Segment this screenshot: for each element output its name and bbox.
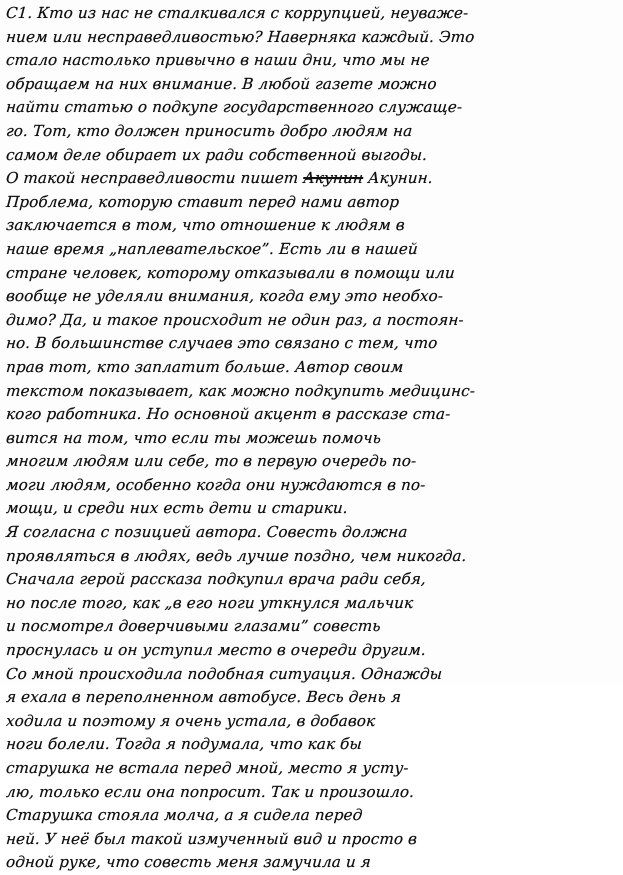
essay-line: моги людям, особенно когда они нуждаются в по- <box>5 475 427 494</box>
essay-line: нием или несправедливостью? Наверняка каждый. Это <box>5 27 476 46</box>
essay-line: Проблема, которую ставит перед нами автор <box>5 192 400 211</box>
essay-line: стало настолько привычно в наши дни, что мы не <box>5 51 431 70</box>
essay-line: го. Тот, кто должен приносить добро людям на <box>5 121 414 140</box>
essay-line: обращаем на них внимание. В любой газете можно <box>5 74 438 93</box>
essay-line: самом деле обирает их ради собственной выгоды. <box>5 145 428 164</box>
essay-line: Сначала герой рассказа подкупил врача ради себя, <box>5 570 427 589</box>
essay-line: стране человек, которому отказывали в помощи или <box>5 263 456 282</box>
essay-line: одной руке, что совесть меня замучила и я <box>5 853 372 872</box>
essay-line: проснулась и он уступил место в очереди другим. <box>5 641 427 660</box>
essay-line: многим людям или себе, то в первую очередь по- <box>5 452 417 471</box>
essay-line: димо? Да, и такое происходит не один раз, а постоян- <box>5 310 465 329</box>
essay-line: я ехала в переполненном автобусе. Весь день я <box>5 688 402 707</box>
essay-line: Со мной происходила подобная ситуация. Однажды <box>5 664 443 683</box>
essay-line: ноги болели. Тогда я подумала, что как бы <box>5 735 363 754</box>
essay-line: прав тот, кто заплатит больше. Автор своим <box>5 357 405 376</box>
essay-line: текстом показывает, как можно подкупить медицинс- <box>5 381 476 400</box>
author-name: Акунин. <box>367 169 434 188</box>
essay-line: ней. У неё был такой измученный вид и просто в <box>5 829 418 848</box>
essay-line: старушка не встала перед мной, место я усту- <box>5 759 410 777</box>
essay-line: наше время „наплевательское”. Есть ли в нашей <box>5 239 419 258</box>
essay-line-with-correction <box>5 167 616 191</box>
essay-line: Старушка стояла молча, а я сидела перед <box>5 806 364 825</box>
essay-line: Я согласна с позицией автора. Совесть должна <box>5 523 409 542</box>
essay-line: и посмотрел доверчивыми глазами” совесть <box>5 617 382 636</box>
essay-line: С1. Кто из нас не сталкивался с коррупцией, неуваже- <box>5 4 469 22</box>
essay-line: мощи, и среди них есть дети и старики. <box>5 499 349 518</box>
essay-line: ходила и поэтому я очень устала, в добавок <box>5 711 376 730</box>
essay-line: проявляться в людях, ведь лучше поздно, чем никогда. <box>5 546 468 565</box>
essay-line-text: О такой несправедливости пишет <box>5 169 300 188</box>
essay-line: но. В большинстве случаев это связано с тем, что <box>5 334 439 353</box>
essay-line: вится на том, что если ты можешь помочь <box>5 428 382 447</box>
essay-line: заключается в том, что отношение к людям в <box>5 216 406 235</box>
essay-line: но после того, как „в его ноги уткнулся мальчик <box>5 593 414 612</box>
essay-line: найти статью о подкупе государственного служаще- <box>5 98 463 117</box>
essay-line: вообще не уделяли внимания, когда ему это необхо- <box>5 287 444 306</box>
essay-line: кого работника. Но основной акцент в рассказе ста- <box>5 405 452 424</box>
essay-line: лю, только если она попросит. Так и произошло. <box>5 782 415 801</box>
struck-out-word: Акунин <box>302 169 364 188</box>
